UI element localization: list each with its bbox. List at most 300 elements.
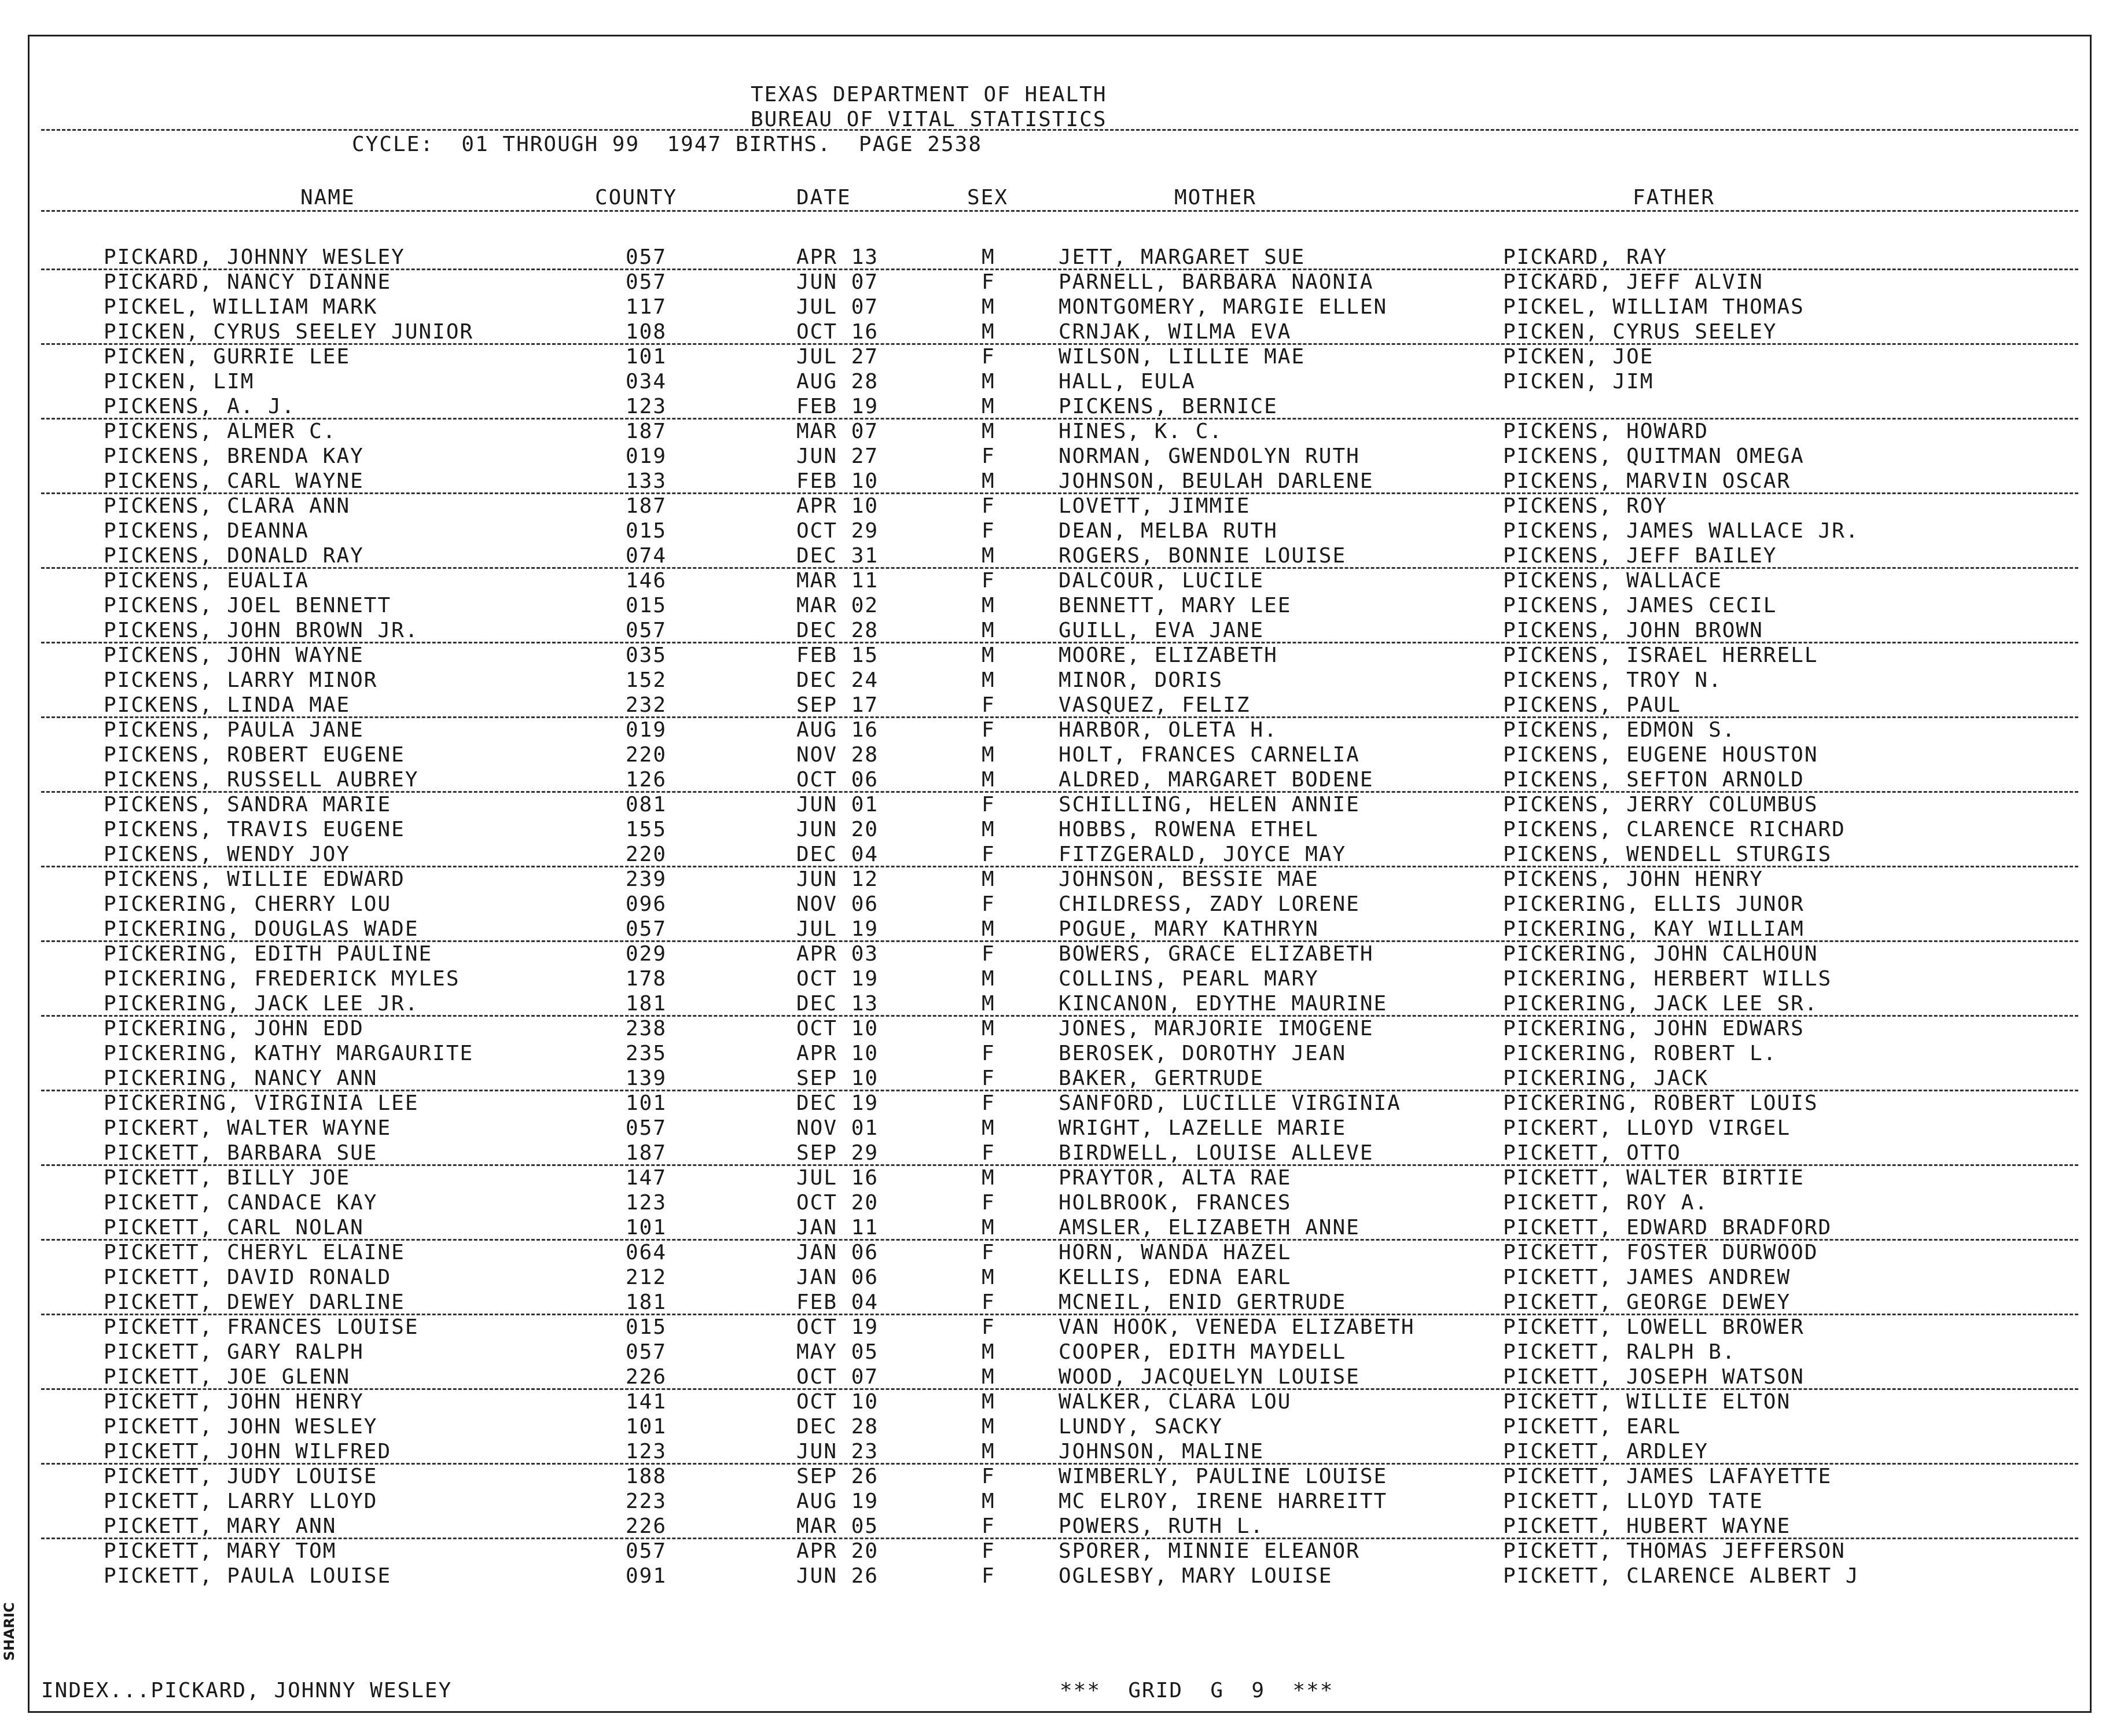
cell-mother: MCNEIL, ENID GERTRUDE [1059,1290,1347,1314]
cell-father: PICKENS, JOHN HENRY [1503,867,1763,891]
cell-mother: WILSON, LILLIE MAE [1059,345,1306,369]
cell-father: PICKERING, ROBERT LOUIS [1503,1091,1818,1115]
cell-name: PICKENS, EUALIA [104,569,310,593]
table-row [30,394,2090,419]
column-header-county: COUNTY [595,186,678,209]
cell-county: 101 [626,1415,667,1439]
cell-father: PICKETT, FOSTER DURWOOD [1503,1241,1818,1264]
cell-mother: CHILDRESS, ZADY LORENE [1059,892,1360,916]
cell-county: 057 [626,1340,667,1364]
cell-date: AUG 28 [796,370,879,393]
table-row [30,941,2090,966]
cell-county: 123 [626,395,667,418]
column-header-mother: MOTHER [1174,186,1257,209]
cell-county: 019 [626,718,667,742]
cell-sex: F [982,718,995,742]
table-row [30,842,2090,867]
cell-name: PICKENS, RUSSELL AUBREY [104,768,419,792]
cell-mother: JOHNSON, BESSIE MAE [1059,867,1319,891]
cell-date: APR 20 [796,1539,879,1563]
cell-date: JUN 26 [796,1564,879,1588]
cell-sex: F [982,693,995,717]
cell-sex: M [982,395,995,418]
cell-date: APR 13 [796,245,879,269]
cell-mother: JOHNSON, BEULAH DARLENE [1059,469,1374,493]
cell-county: 064 [626,1241,667,1264]
cell-county: 212 [626,1266,667,1289]
cell-name: PICKERT, WALTER WAYNE [104,1116,392,1140]
cell-sex: F [982,1066,995,1090]
cell-sex: M [982,668,995,692]
cell-father: PICKENS, JERRY COLUMBUS [1503,793,1818,816]
cell-county: 029 [626,942,667,966]
cell-name: PICKERING, EDITH PAULINE [104,942,433,966]
cell-county: 101 [626,345,667,369]
cell-name: PICKARD, NANCY DIANNE [104,270,392,294]
cell-date: JUL 19 [796,917,879,941]
cell-father: PICKETT, JAMES ANDREW [1503,1266,1791,1289]
cell-sex: M [982,594,995,617]
cell-mother: WIMBERLY, PAULINE LOUISE [1059,1465,1388,1488]
cell-father: PICKENS, JOHN BROWN [1503,619,1763,642]
cell-name: PICKERING, KATHY MARGAURITE [104,1042,474,1065]
cell-father: PICKETT, OTTO [1503,1141,1681,1165]
cell-mother: ROGERS, BONNIE LOUISE [1059,544,1347,568]
cell-name: PICKERING, VIRGINIA LEE [104,1091,419,1115]
cell-sex: F [982,1241,995,1264]
header-department: TEXAS DEPARTMENT OF HEALTH [751,83,1107,106]
table-row [30,792,2090,817]
cell-name: PICKENS, JOEL BENNETT [104,594,392,617]
cell-father: PICKERING, ROBERT L. [1503,1042,1777,1065]
footer-index: INDEX...PICKARD, JOHNNY WESLEY [41,1679,453,1702]
cell-date: MAY 05 [796,1340,879,1364]
cell-date: OCT 10 [796,1390,879,1414]
cell-date: DEC 31 [796,544,879,568]
cell-sex: M [982,469,995,493]
cell-sex: M [982,1266,995,1289]
cell-father: PICKENS, TROY N. [1503,668,1722,692]
column-header-name: NAME [300,186,355,209]
table-row [30,867,2090,892]
cell-father: PICKARD, RAY [1503,245,1668,269]
cell-date: FEB 10 [796,469,879,493]
cell-father: PICKETT, WALTER BIRTIE [1503,1166,1805,1190]
cell-date: JUN 07 [796,270,879,294]
table-row [30,295,2090,319]
cell-date: JUL 07 [796,295,879,319]
cell-mother: BAKER, GERTRUDE [1059,1066,1265,1090]
cell-mother: LOVETT, JIMMIE [1059,494,1251,518]
cell-county: 101 [626,1216,667,1240]
cell-county: 015 [626,519,667,543]
cell-county: 035 [626,643,667,667]
cell-sex: M [982,1390,995,1414]
table-row [30,1091,2090,1116]
cell-mother: OGLESBY, MARY LOUISE [1059,1564,1333,1588]
cell-father: PICKENS, WENDELL STURGIS [1503,843,1832,866]
cell-date: DEC 19 [796,1091,879,1115]
table-row [30,643,2090,668]
cell-county: 081 [626,793,667,816]
table-row [30,742,2090,767]
cell-sex: F [982,1315,995,1339]
cell-name: PICKERING, DOUGLAS WADE [104,917,419,941]
cell-sex: F [982,1141,995,1165]
cell-mother: BEROSEK, DOROTHY JEAN [1059,1042,1347,1065]
cell-mother: COLLINS, PEARL MARY [1059,967,1319,991]
cell-father: PICKENS, EUGENE HOUSTON [1503,743,1818,767]
cell-sex: M [982,1216,995,1240]
cell-date: OCT 06 [796,768,879,792]
cell-name: PICKERING, NANCY ANN [104,1066,378,1090]
table-row [30,1215,2090,1240]
cell-sex: F [982,1564,995,1588]
cell-sex: M [982,917,995,941]
cell-date: JUN 20 [796,818,879,841]
cell-county: 146 [626,569,667,593]
cell-sex: M [982,768,995,792]
cell-father: PICKETT, THOMAS JEFFERSON [1503,1539,1846,1563]
cell-name: PICKERING, FREDERICK MYLES [104,967,460,991]
cell-name: PICKETT, JOE GLENN [104,1365,351,1389]
cell-name: PICKENS, A. J. [104,395,296,418]
cell-date: APR 03 [796,942,879,966]
cell-sex: F [982,1290,995,1314]
cell-sex: F [982,270,995,294]
cell-mother: JETT, MARGARET SUE [1059,245,1306,269]
cell-mother: WRIGHT, LAZELLE MARIE [1059,1116,1347,1140]
cell-county: 108 [626,320,667,344]
cell-name: PICKETT, JOHN WILFRED [104,1440,392,1463]
cell-sex: M [982,818,995,841]
cell-mother: MOORE, ELIZABETH [1059,643,1278,667]
cell-mother: SANFORD, LUCILLE VIRGINIA [1059,1091,1401,1115]
cell-sex: M [982,320,995,344]
cell-county: 220 [626,843,667,866]
cell-name: PICKENS, LINDA MAE [104,693,351,717]
cell-father: PICKETT, JAMES LAFAYETTE [1503,1465,1832,1488]
cell-mother: HARBOR, OLETA H. [1059,718,1278,742]
cell-sex: M [982,1166,995,1190]
cell-name: PICKEL, WILLIAM MARK [104,295,378,319]
cell-mother: PARNELL, BARBARA NAONIA [1059,270,1374,294]
cell-county: 057 [626,619,667,642]
table-row [30,966,2090,991]
cell-father: PICKENS, MARVIN OSCAR [1503,469,1791,493]
cell-name: PICKEN, CYRUS SEELEY JUNIOR [104,320,474,344]
cell-date: JUN 12 [796,867,879,891]
cell-name: PICKERING, CHERRY LOU [104,892,392,916]
cell-name: PICKENS, SANDRA MARIE [104,793,392,816]
cell-county: 235 [626,1042,667,1065]
cell-date: OCT 19 [796,1315,879,1339]
cell-date: JUN 23 [796,1440,879,1463]
cell-county: 015 [626,1315,667,1339]
cell-mother: POGUE, MARY KATHRYN [1059,917,1319,941]
cell-father: PICKENS, ROY [1503,494,1668,518]
cell-name: PICKENS, WILLIE EDWARD [104,867,405,891]
cell-sex: F [982,843,995,866]
cell-county: 178 [626,967,667,991]
cell-name: PICKERING, JOHN EDD [104,1017,364,1040]
cell-name: PICKENS, CARL WAYNE [104,469,364,493]
table-row [30,668,2090,693]
cell-name: PICKETT, JOHN HENRY [104,1390,364,1414]
cell-sex: M [982,743,995,767]
cell-mother: BOWERS, GRACE ELIZABETH [1059,942,1374,966]
cell-sex: F [982,1091,995,1115]
cell-mother: HOLBROOK, FRANCES [1059,1191,1292,1215]
table-row [30,1364,2090,1389]
cell-father: PICKEL, WILLIAM THOMAS [1503,295,1805,319]
cell-sex: M [982,1415,995,1439]
cell-mother: SPORER, MINNIE ELEANOR [1059,1539,1360,1563]
cell-date: DEC 28 [796,1415,879,1439]
column-header-father: FATHER [1633,186,1715,209]
cell-mother: HOLT, FRANCES CARNELIA [1059,743,1360,767]
cell-county: 187 [626,494,667,518]
cell-date: MAR 11 [796,569,879,593]
cell-sex: F [982,494,995,518]
cell-date: AUG 16 [796,718,879,742]
cell-sex: M [982,643,995,667]
cell-father: PICKENS, PAUL [1503,693,1681,717]
cell-county: 223 [626,1489,667,1513]
cell-mother: FITZGERALD, JOYCE MAY [1059,843,1347,866]
table-row [30,917,2090,941]
cell-county: 238 [626,1017,667,1040]
cell-sex: M [982,967,995,991]
cell-father: PICKETT, WILLIE ELTON [1503,1390,1791,1414]
cell-sex: M [982,1365,995,1389]
table-row [30,593,2090,618]
table-row [30,369,2090,394]
table-row [30,270,2090,295]
cell-county: 155 [626,818,667,841]
cell-county: 126 [626,768,667,792]
cell-mother: LUNDY, SACKY [1059,1415,1223,1439]
cell-father: PICKEN, JIM [1503,370,1654,393]
cell-mother: ALDRED, MARGARET BODENE [1059,768,1374,792]
cell-name: PICKETT, MARY ANN [104,1514,337,1538]
cell-mother: WALKER, CLARA LOU [1059,1390,1292,1414]
cell-father: PICKENS, JEFF BAILEY [1503,544,1777,568]
cell-date: APR 10 [796,494,879,518]
footer-grid: *** GRID G 9 *** [1060,1679,1334,1702]
cell-father: PICKETT, EARL [1503,1415,1681,1439]
cell-date: OCT 19 [796,967,879,991]
cell-mother: JOHNSON, MALINE [1059,1440,1265,1463]
cell-date: JAN 06 [796,1241,879,1264]
table-row [30,1539,2090,1564]
cell-father: PICKERING, JACK LEE SR. [1503,992,1818,1016]
table-row [30,1414,2090,1439]
cell-name: PICKETT, JUDY LOUISE [104,1465,378,1488]
cell-date: SEP 10 [796,1066,879,1090]
cell-father: PICKEN, CYRUS SEELEY [1503,320,1777,344]
cell-name: PICKEN, GURRIE LEE [104,345,351,369]
cell-date: JUL 16 [796,1166,879,1190]
cell-father: PICKETT, JOSEPH WATSON [1503,1365,1805,1389]
cell-mother: HINES, K. C. [1059,420,1223,443]
table-row [30,1389,2090,1414]
cell-county: 220 [626,743,667,767]
cell-father: PICKENS, ISRAEL HERRELL [1503,643,1818,667]
cell-name: PICKEN, LIM [104,370,255,393]
cell-name: PICKERING, JACK LEE JR. [104,992,419,1016]
cell-date: SEP 26 [796,1465,879,1488]
cell-mother: POWERS, RUTH L. [1059,1514,1265,1538]
cell-name: PICKETT, PAULA LOUISE [104,1564,392,1588]
table-row [30,1290,2090,1315]
cell-name: PICKETT, CHERYL ELAINE [104,1241,405,1264]
cell-county: 057 [626,1539,667,1563]
cell-father: PICKENS, JAMES WALLACE JR. [1503,519,1860,543]
cell-county: 239 [626,867,667,891]
cell-father: PICKENS, EDMON S. [1503,718,1736,742]
cell-sex: F [982,1465,995,1488]
cell-date: FEB 19 [796,395,879,418]
cell-sex: F [982,892,995,916]
cell-county: 015 [626,594,667,617]
table-row [30,1514,2090,1539]
table-row [30,1315,2090,1340]
cell-sex: F [982,345,995,369]
cell-father: PICKENS, JAMES CECIL [1503,594,1777,617]
cell-mother: MINOR, DORIS [1059,668,1223,692]
table-row [30,1240,2090,1265]
cell-date: FEB 15 [796,643,879,667]
cell-date: OCT 29 [796,519,879,543]
cell-mother: PRAYTOR, ALTA RAE [1059,1166,1292,1190]
cell-father: PICKETT, HUBERT WAYNE [1503,1514,1791,1538]
cell-mother: NORMAN, GWENDOLYN RUTH [1059,444,1360,468]
table-row [30,419,2090,444]
cell-father: PICKETT, RALPH B. [1503,1340,1736,1364]
cell-father: PICKETT, ARDLEY [1503,1440,1709,1463]
header-cycle: CYCLE: 01 THROUGH 99 1947 BIRTHS. PAGE 2538 [352,133,982,156]
column-header-separator [41,210,2078,212]
cell-county: 057 [626,270,667,294]
cell-sex: F [982,1514,995,1538]
cell-name: PICKETT, DEWEY DARLINE [104,1290,405,1314]
cell-name: PICKETT, GARY RALPH [104,1340,364,1364]
cell-date: DEC 04 [796,843,879,866]
cell-county: 057 [626,1116,667,1140]
cell-date: MAR 02 [796,594,879,617]
table-row [30,518,2090,543]
table-row [30,1439,2090,1464]
cell-father: PICKERING, JOHN EDWARS [1503,1017,1805,1040]
cell-date: OCT 16 [796,320,879,344]
cell-county: 187 [626,420,667,443]
header-separator [41,129,2078,131]
cell-father: PICKERING, JACK [1503,1066,1709,1090]
cell-county: 188 [626,1465,667,1488]
table-row [30,1489,2090,1514]
cell-father: PICKERING, ELLIS JUNOR [1503,892,1805,916]
cell-name: PICKENS, LARRY MINOR [104,668,378,692]
cell-date: NOV 28 [796,743,879,767]
cell-sex: M [982,245,995,269]
cell-mother: KELLIS, EDNA EARL [1059,1266,1292,1289]
cell-father: PICKARD, JEFF ALVIN [1503,270,1763,294]
cell-county: 147 [626,1166,667,1190]
table-row [30,444,2090,469]
cell-sex: F [982,1539,995,1563]
table-row [30,344,2090,369]
table-row [30,991,2090,1016]
cell-date: MAR 07 [796,420,879,443]
cell-father: PICKETT, GEORGE DEWEY [1503,1290,1791,1314]
cell-sex: M [982,295,995,319]
cell-sex: F [982,444,995,468]
cell-name: PICKENS, WENDY JOY [104,843,351,866]
cell-sex: F [982,1042,995,1065]
cell-name: PICKETT, CARL NOLAN [104,1216,364,1240]
table-row [30,1165,2090,1190]
cell-father: PICKENS, CLARENCE RICHARD [1503,818,1846,841]
cell-name: PICKENS, JOHN WAYNE [104,643,364,667]
cell-sex: F [982,519,995,543]
cell-date: NOV 06 [796,892,879,916]
cell-mother: AMSLER, ELIZABETH ANNE [1059,1216,1360,1240]
cell-name: PICKETT, FRANCES LOUISE [104,1315,419,1339]
cell-name: PICKENS, DONALD RAY [104,544,364,568]
cell-mother: KINCANON, EDYTHE MAURINE [1059,992,1388,1016]
cell-sex: F [982,569,995,593]
header-bureau: BUREAU OF VITAL STATISTICS [751,108,1107,131]
table-row [30,1141,2090,1165]
cell-mother: BIRDWELL, LOUISE ALLEVE [1059,1141,1374,1165]
cell-name: PICKETT, LARRY LLOYD [104,1489,378,1513]
cell-county: 152 [626,668,667,692]
cell-sex: M [982,867,995,891]
cell-date: DEC 13 [796,992,879,1016]
cell-date: JUN 27 [796,444,879,468]
table-row [30,568,2090,593]
table-row [30,767,2090,792]
cell-sex: M [982,1440,995,1463]
table-row [30,1464,2090,1489]
table-row [30,543,2090,568]
cell-father: PICKETT, EDWARD BRADFORD [1503,1216,1832,1240]
cell-date: AUG 19 [796,1489,879,1513]
cell-date: DEC 24 [796,668,879,692]
table-row [30,319,2090,344]
cell-name: PICKENS, PAULA JANE [104,718,364,742]
cell-date: OCT 20 [796,1191,879,1215]
cell-mother: COOPER, EDITH MAYDELL [1059,1340,1347,1364]
table-row [30,1190,2090,1215]
table-row [30,494,2090,518]
cell-name: PICKENS, ROBERT EUGENE [104,743,405,767]
cell-mother: WOOD, JACQUELYN LOUISE [1059,1365,1360,1389]
cell-sex: M [982,1489,995,1513]
table-row [30,817,2090,842]
cell-mother: SCHILLING, HELEN ANNIE [1059,793,1360,816]
cell-date: APR 10 [796,1042,879,1065]
cell-name: PICKENS, CLARA ANN [104,494,351,518]
cell-sex: F [982,1191,995,1215]
cell-mother: MC ELROY, IRENE HARREITT [1059,1489,1388,1513]
cell-date: SEP 17 [796,693,879,717]
cell-county: 019 [626,444,667,468]
cell-name: PICKETT, BILLY JOE [104,1166,351,1190]
cell-name: PICKARD, JOHNNY WESLEY [104,245,405,269]
cell-name: PICKENS, DEANNA [104,519,310,543]
